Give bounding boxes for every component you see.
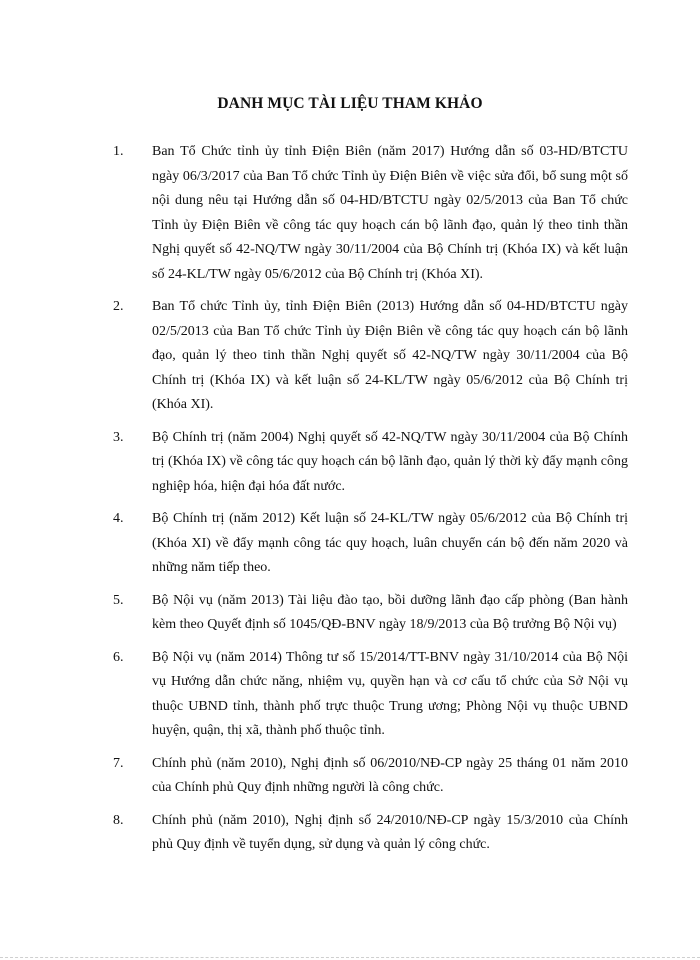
- reference-list: [0, 140, 700, 866]
- reference-item: [0, 295, 700, 418]
- reference-number: 3.: [113, 429, 124, 445]
- reference-text: Bộ Nội vụ (năm 2013) Tài liệu đào tạo, bồi dưỡng lãnh đạo cấp phòng (Ban hành kèm theo Quyết định số 1045/QĐ-BNV ngày 18/9/2013 của Bộ trưởng Bộ Nội vụ): [152, 592, 628, 632]
- reference-number: 1.: [113, 144, 124, 159]
- reference-number: 8.: [113, 812, 124, 828]
- page-bottom-divider: [0, 957, 700, 958]
- reference-text: Ban Tổ chức Tỉnh ủy, tỉnh Điện Biên (2013) Hướng dẫn số 04-HD/BTCTU ngày 02/5/2013 của Ban Tổ chức Tỉnh ủy Điện Biên về công tác quy hoạch cán bộ lãnh đạo, quản lý theo tinh thần Nghị quyết số 42-NQ/TW ngày 30/11/2004 của Bộ Chính trị (Khóa IX) và kết luận số 24-KL/TW ngày 05/6/2012 của Bộ Chính trị (Khóa XI).: [152, 299, 628, 412]
- reference-text: Bộ Chính trị (năm 2012) Kết luận số 24-KL/TW ngày 05/6/2012 của Bộ Chính trị (Khóa XI) về đẩy mạnh công tác quy hoạch, luân chuyển cán bộ đến năm 2020 và những năm tiếp theo.: [152, 511, 628, 575]
- reference-number: 5.: [113, 592, 124, 608]
- reference-number: 7.: [113, 755, 124, 771]
- reference-text: Bộ Chính trị (năm 2004) Nghị quyết số 42-NQ/TW ngày 30/11/2004 của Bộ Chính trị (Khóa IX) về công tác quy hoạch cán bộ lãnh đạo, quản lý thời kỳ đẩy mạnh công nghiệp hóa, hiện đại hóa đất nước.: [152, 429, 628, 494]
- reference-item: [0, 140, 700, 287]
- reference-text: Chính phủ (năm 2010), Nghị định số 06/2010/NĐ-CP ngày 25 tháng 01 năm 2010 của Chính phủ Quy định những người là công chức.: [152, 755, 628, 795]
- reference-item: [0, 589, 700, 638]
- reference-number: 2.: [113, 299, 124, 314]
- reference-text: Chính phủ (năm 2010), Nghị định số 24/2010/NĐ-CP ngày 15/3/2010 của Chính phủ Quy định về tuyển dụng, sử dụng và quản lý công chức.: [152, 812, 628, 852]
- reference-text: Bộ Nội vụ (năm 2014) Thông tư số 15/2014/TT-BNV ngày 31/10/2014 của Bộ Nội vụ Hướng dẫn chức năng, nhiệm vụ, quyền hạn và cơ cấu tổ chức của Sở Nội vụ thuộc UBND tỉnh, thành phố trực thuộc Trung ương; Phòng Nội vụ thuộc UBND huyện, quận, thị xã, thành phố thuộc tỉnh.: [152, 649, 628, 738]
- reference-number: 4.: [113, 511, 124, 526]
- reference-text: Ban Tổ Chức tỉnh ủy tỉnh Điện Biên (năm 2017) Hướng dẫn số 03-HD/BTCTU ngày 06/3/2017 của Ban Tổ chức Tỉnh ủy Điện Biên về việc sửa đổi, bổ sung một số nội dung nêu tại Hướng dẫn số 04-HD/BTCTU ngày 02/5/2013 của Ban Tổ chức Tỉnh ủy Điện Biên về công tác quy hoạch cán bộ lãnh đạo, quản lý theo tinh thần Nghị quyết số 42-NQ/TW ngày 30/11/2004 của Bộ Chính trị (Khóa IX) và kết luận số 24-KL/TW ngày 05/6/2012 của Bộ Chính trị (Khóa XI).: [152, 144, 628, 282]
- reference-item: [0, 646, 700, 744]
- reference-item: [0, 426, 700, 500]
- page-title: DANH MỤC TÀI LIỆU THAM KHẢO: [217, 95, 483, 112]
- reference-item: [0, 507, 700, 581]
- reference-item: [0, 752, 700, 801]
- reference-item: [0, 809, 700, 858]
- reference-number: 6.: [113, 649, 124, 665]
